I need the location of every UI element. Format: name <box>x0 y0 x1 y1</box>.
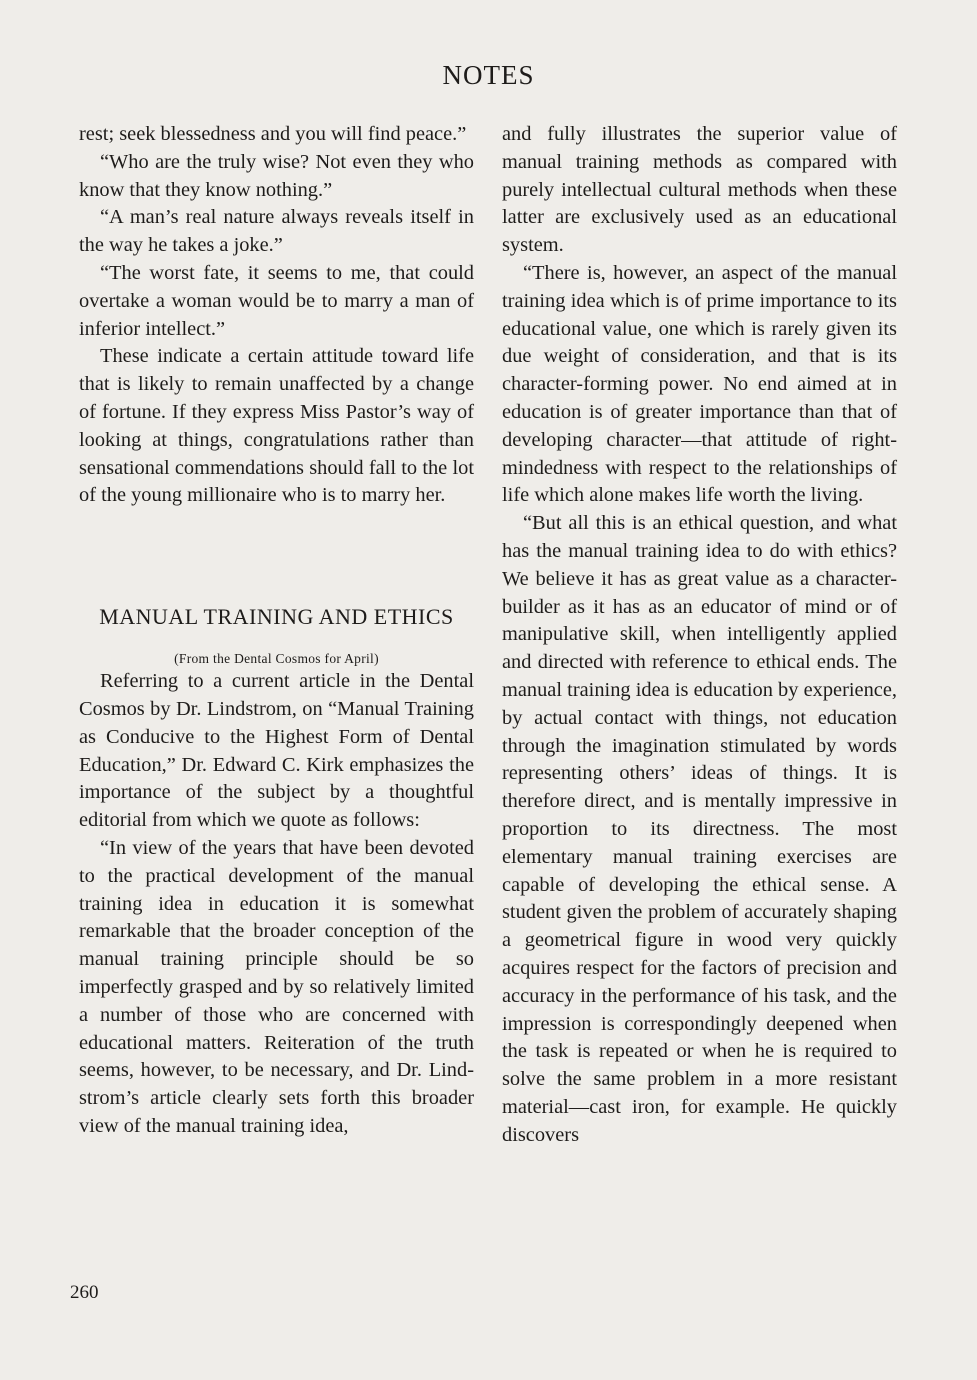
paragraph: and fully illustrates the superior value of manual training methods as compared with purely intellectual cultural methods when these latter are exclusively used as an educational system. <box>502 123 897 257</box>
paragraph: These indicate a certain attitude toward life that is likely to remain unaffected by a change of fortune. If they express Miss Pastor’s way of looking at things, congratulations rather than sensational commendations should fall to the lot of the young millionaire who is to marry her. <box>79 345 474 507</box>
paragraph: rest; seek blessedness and you will find peace.” <box>79 123 467 145</box>
paragraph: “But all this is an ethical question, and what has the manual training idea to do with ethics? We believe it has as great value as a character-builder as it has as an educator of mind or of manipulative skill, when intelligently applied and directed with reference to ethical ends. The manual training idea is education by experience, by actual contact with things, not education through the imagination stimulated by words representing others’ ideas of things. It is therefore direct, and is mentally impressive in proportion to its directness. The most elementary manual training exercises are capable of developing the ethical sense. A student given the problem of accurately shaping a geometrical figure in wood very quickly acquires respect for the factors of precision and accuracy in the performance of his task, and the impression is correspondingly deepened when the task is repeated or when he is required to solve the same problem in a more resistant material—cast iron, for example. He quickly discovers <box>502 512 897 1146</box>
running-head: NOTES <box>442 60 535 90</box>
left-column <box>79 121 474 1141</box>
section-heading: MANUAL TRAINING AND ETHICS <box>99 604 454 630</box>
source-note: (From the Dental Cosmos for April) <box>174 651 379 667</box>
paragraph: “The worst fate, it seems to me, that could overtake a woman would be to marry a man of inferior intellect.” <box>79 261 474 340</box>
right-column <box>502 121 897 1149</box>
paragraph: “Who are the truly wise? Not even they who know that they know nothing.” <box>79 150 474 201</box>
paragraph: “There is, however, an aspect of the manual training idea which is of prime importance to its educational value, one which is rarely given its due weight of consideration, and that is its character-forming power. No end aimed at in education is of greater importance than that of developing character—that attitude of right-mindedness with respect to the relationships of life which alone makes life worth the living. <box>502 261 897 507</box>
paragraph: “In view of the years that have been devoted to the practical development of the manual training idea in education it is somewhat remarkable that the broader conception of the manual training principle should be so imperfectly grasped and by so relatively limited a number of those who are concerned with educational matters. Reiteration of the truth seems, however, to be necessary, and Dr. Lindstrom’s article clearly sets forth this broader view of the manual training idea, <box>79 836 474 1137</box>
paragraph: “A man’s real nature always reveals itself in the way he takes a joke.” <box>79 206 474 257</box>
page-number: 260 <box>70 1282 99 1303</box>
paragraph: Referring to a current article in the Dental Cosmos by Dr. Lindstrom, on “Manual Training as Conducive to the Highest Form of Dental Education,” Dr. Edward C. Kirk emphasizes the importance of the subject by a thoughtful editorial from which we quote as follows: <box>79 670 474 832</box>
